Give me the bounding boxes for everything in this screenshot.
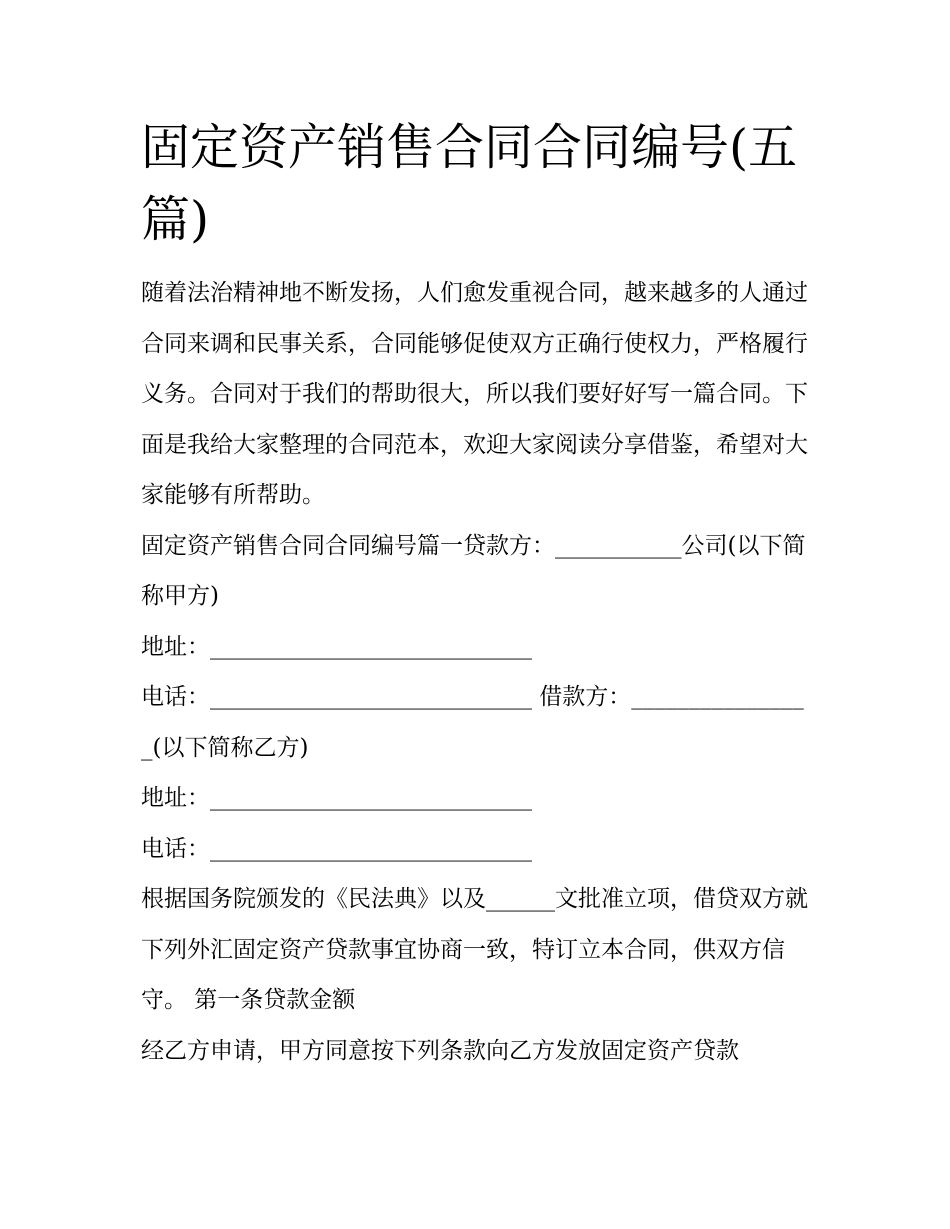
borrower-address-line: 地址：____________________________ xyxy=(141,785,532,811)
borrower-phone-line: 电话：____________________________ xyxy=(141,835,532,862)
lender-phone-borrower-line: 电话：____________________________ 借款方：________________(以下简称乙方) xyxy=(141,684,804,761)
document-title: 固定资产销售合同合同编号(五篇) xyxy=(141,119,798,248)
intro-paragraph: 随着法治精神地不断发扬，人们愈发重视合同，越来越多的人通过合同来调和民事关系，合同能够促使双方正确行使权力，严格履行义务。合同对于我们的帮助很大，所以我们要好好写一篇合同。下面是我给大家整理的合同范本，欢迎大家阅读分享借鉴，希望对大家能够有所帮助。 xyxy=(141,280,808,508)
loan-terms-paragraph: 经乙方申请，甲方同意按下列条款向乙方发放固定资产贷款 xyxy=(141,1037,739,1064)
document-content xyxy=(141,112,813,1076)
lender-address-line: 地址：____________________________ xyxy=(141,633,532,660)
contract-basis-paragraph: 根据国务院颁发的《民法典》以及______文批准立项，借贷双方就下列外汇固定资产贷款事宜协商一致，特订立本合同，供双方信守。 第一条贷款金额 xyxy=(141,886,808,1013)
lender-line: 固定资产销售合同合同编号篇一贷款方：___________公司(以下简称甲方) xyxy=(141,532,806,609)
